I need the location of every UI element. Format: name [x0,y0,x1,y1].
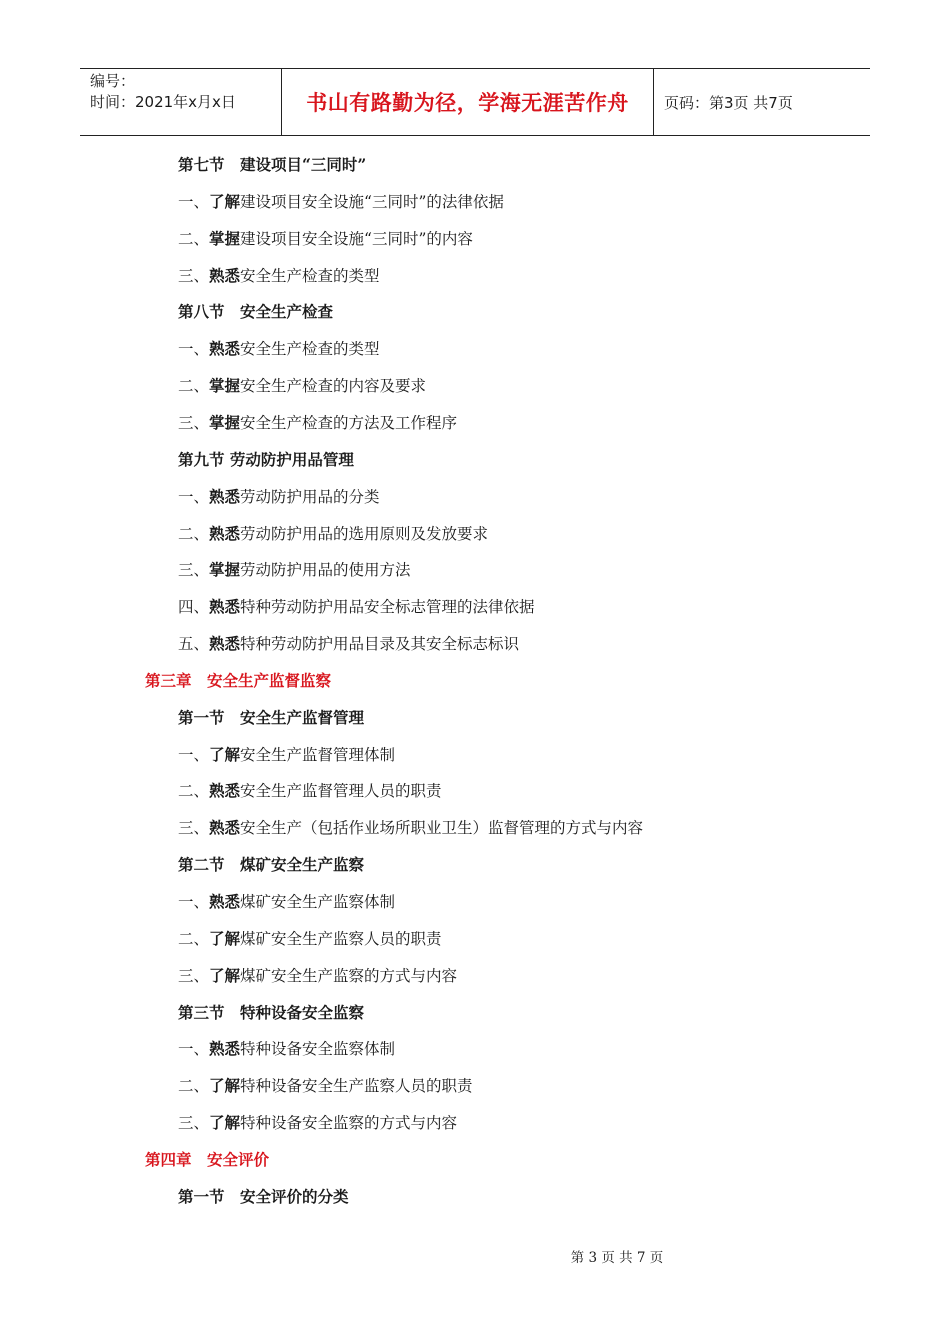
item-text: 安全生产检查的类型 [240,266,380,285]
item-number: 三、 [178,819,210,838]
item-text: 煤矿安全生产监察体制 [240,893,396,911]
header-meta [80,69,282,135]
item-number: 三、 [178,413,210,432]
item-level-keyword: 了解 [209,191,241,211]
outline-item [178,522,488,546]
footer-page-number: 第 3 页 共 7 页 [570,1250,664,1266]
item-number: 一、 [178,340,210,359]
header-page-info [654,69,870,135]
outline-item [178,595,535,619]
item-text: 建设项目安全设施“三同时”的内容 [240,229,473,248]
outline-item [178,227,473,251]
item-number: 一、 [178,192,210,211]
section-heading: 第七节 建设项目“三同时” [178,155,367,174]
item-number: 三、 [178,561,210,580]
item-level-keyword: 了解 [209,1076,241,1096]
page-footer [0,1246,950,1266]
section-heading: 第八节 安全生产检查 [178,302,334,322]
item-level-keyword: 了解 [209,744,241,764]
item-level-keyword: 熟悉 [209,597,241,617]
item-level-keyword: 了解 [209,1113,241,1133]
code-label: 编号： [90,72,136,90]
item-text: 特种设备安全生产监察人员的职责 [240,1077,473,1096]
outline-item [178,1074,473,1098]
item-number: 二、 [178,377,210,396]
item-level-keyword: 掌握 [209,376,241,396]
outline-item [178,411,457,435]
outline-item [178,816,643,840]
section-heading: 第二节 煤矿安全生产监察 [178,855,365,875]
item-text: 特种设备安全监察的方式与内容 [240,1114,458,1133]
item-text: 安全生产检查的内容及要求 [240,377,427,396]
section-heading: 第九节 劳动防护用品管理 [178,449,354,469]
outline-item [178,890,395,914]
outline-item [178,264,380,288]
page-info-text: 页码：第3页 共7页 [664,93,793,112]
time-label: 时间：2021年x月x日 [90,93,236,111]
outline-item [178,632,519,656]
outline-item [178,485,380,509]
item-level-keyword: 熟悉 [209,339,241,359]
item-text: 安全生产监督管理人员的职责 [240,782,442,801]
header-motto [282,69,654,135]
chapter-heading: 第三章 安全生产监督监察 [145,670,332,690]
chapter-heading: 第四章 安全评价 [145,1149,270,1169]
section-heading: 第三节 特种设备安全监察 [178,1002,365,1022]
item-level-keyword: 熟悉 [209,486,241,506]
outline-item [178,779,442,803]
item-level-keyword: 熟悉 [209,1039,241,1059]
item-number: 二、 [178,229,210,248]
item-level-keyword: 熟悉 [209,818,241,838]
outline-item [178,964,457,988]
item-level-keyword: 熟悉 [209,781,241,801]
outline-item [178,1037,395,1061]
item-number: 一、 [178,745,210,764]
item-number: 三、 [178,966,210,985]
item-number: 二、 [178,1077,210,1096]
item-level-keyword: 熟悉 [209,892,241,911]
motto-text: 书山有路勤为径，学海无涯苦作舟 [306,90,629,115]
outline-item [178,927,442,951]
item-text: 安全生产（包括作业场所职业卫生）监督管理的方式与内容 [240,819,644,838]
item-text: 安全生产检查的方法及工作程序 [240,413,458,432]
item-level-keyword: 掌握 [209,560,241,580]
item-number: 二、 [178,782,210,801]
item-number: 三、 [178,1114,210,1133]
item-number: 一、 [178,487,210,506]
section-heading: 第一节 安全生产监督管理 [178,707,365,727]
item-text: 建设项目安全设施“三同时”的法律依据 [240,192,504,211]
item-text: 安全生产监督管理体制 [240,745,396,764]
item-number: 五、 [178,635,210,654]
outline-item [178,558,411,582]
item-level-keyword: 掌握 [209,412,241,432]
outline-item [178,1111,457,1135]
page-header [80,68,870,136]
item-text: 煤矿安全生产监察的方式与内容 [240,966,458,985]
item-level-keyword: 了解 [209,965,241,985]
item-level-keyword: 了解 [209,928,241,948]
item-text: 特种设备安全监察体制 [240,1040,396,1059]
item-number: 三、 [178,266,210,285]
outline-item [178,337,380,361]
item-number: 一、 [178,893,210,911]
item-text: 劳动防护用品的使用方法 [240,561,411,580]
outline-item [178,374,426,398]
section-heading: 第一节 安全评价的分类 [178,1186,349,1206]
item-text: 安全生产检查的类型 [240,340,380,359]
item-text: 劳动防护用品的选用原则及发放要求 [240,524,489,543]
item-level-keyword: 熟悉 [209,265,241,285]
item-level-keyword: 掌握 [209,228,241,248]
item-text: 煤矿安全生产监察人员的职责 [240,929,442,948]
item-number: 二、 [178,524,210,543]
outline-item [178,743,395,767]
item-number: 四、 [178,598,210,617]
item-text: 特种劳动防护用品目录及其安全标志标识 [240,635,520,654]
item-level-keyword: 熟悉 [209,523,241,543]
item-level-keyword: 熟悉 [209,634,241,654]
item-text: 特种劳动防护用品安全标志管理的法律依据 [240,598,535,617]
outline-item [178,190,504,214]
item-text: 劳动防护用品的分类 [240,487,380,506]
item-number: 一、 [178,1040,210,1059]
item-number: 二、 [178,929,210,948]
